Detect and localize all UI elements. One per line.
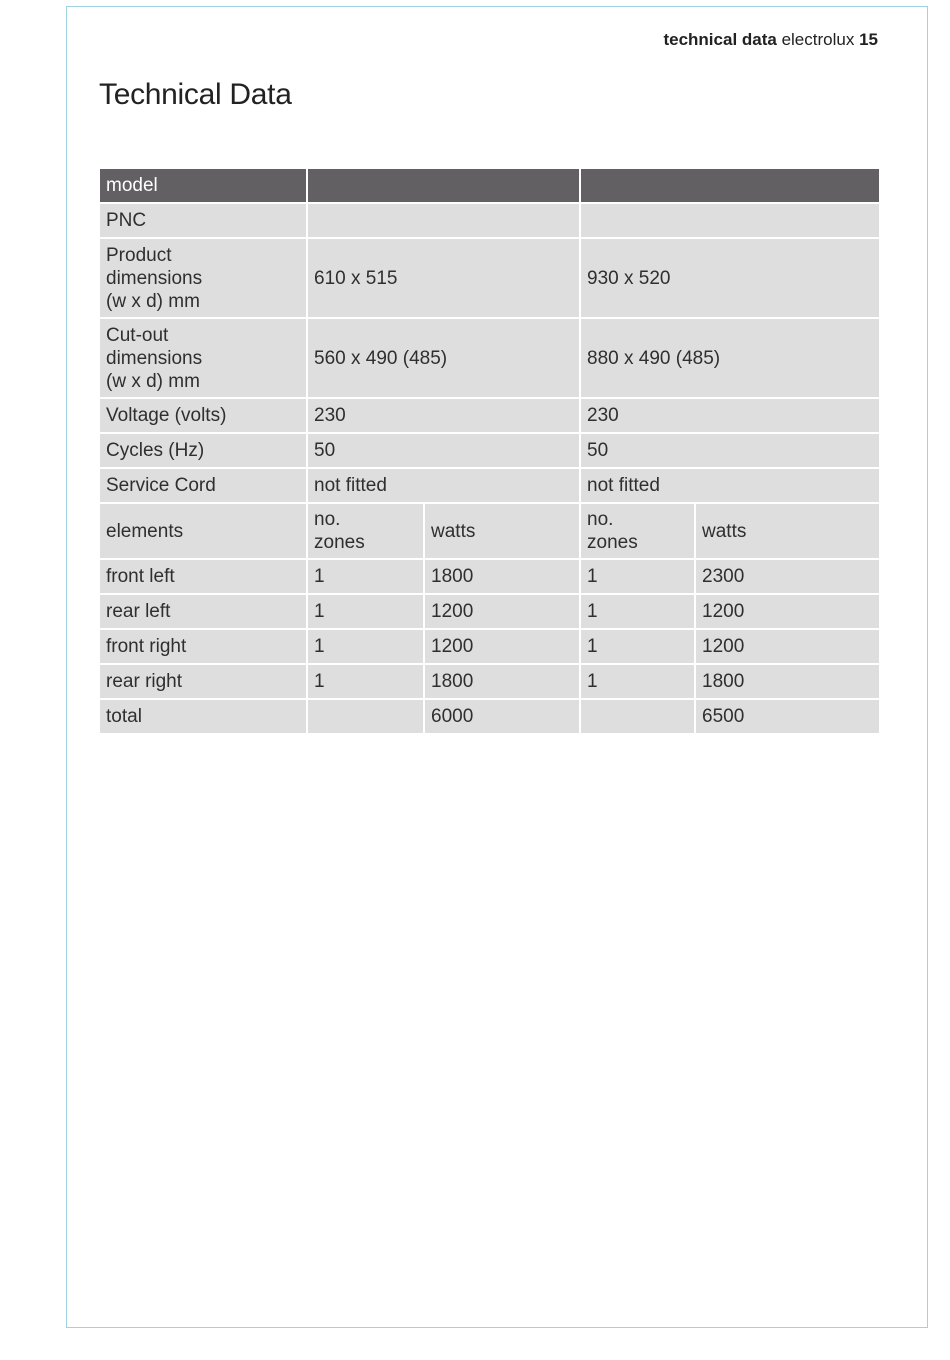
zones-header [308, 504, 423, 558]
cell-value: 1 [308, 560, 423, 593]
page-number: 15 [859, 30, 878, 49]
table-row-product-dimensions [100, 239, 879, 317]
table-row-cutout-dimensions [100, 319, 879, 397]
row-label: rear right [100, 665, 306, 698]
cell-value: not fitted [581, 469, 879, 502]
cell-value: 1800 [425, 560, 579, 593]
running-header [663, 30, 878, 50]
zones-header [581, 504, 694, 558]
cell-value: 1 [581, 630, 694, 663]
table-row-cycles [100, 434, 879, 467]
cell-value: 1 [581, 665, 694, 698]
label-line: (w x d) mm [106, 370, 200, 392]
header-line: zones [314, 532, 365, 553]
table-row-model [100, 169, 879, 202]
cell-value [308, 700, 423, 733]
watts-header: watts [425, 504, 579, 558]
row-label: front right [100, 630, 306, 663]
row-label: total [100, 700, 306, 733]
table-row [100, 665, 879, 698]
table-row-service-cord [100, 469, 879, 502]
cell-value: 610 x 515 [308, 239, 579, 317]
label-line: dimensions [106, 347, 203, 369]
table-row [100, 630, 879, 663]
header-line: zones [587, 532, 638, 553]
model-value-a [308, 169, 579, 202]
page-title: Technical Data [99, 78, 292, 111]
row-label: elements [100, 504, 306, 558]
label-line: Product [106, 244, 172, 266]
cell-value: 560 x 490 (485) [308, 319, 579, 397]
table-row [100, 560, 879, 593]
cell-value: 1200 [696, 595, 879, 628]
table-row-elements [100, 504, 879, 558]
cell-value: 6500 [696, 700, 879, 733]
cell-value: not fitted [308, 469, 579, 502]
cell-value: 1 [581, 595, 694, 628]
row-label: model [100, 169, 306, 202]
row-label: front left [100, 560, 306, 593]
header-brand: electrolux [781, 30, 855, 49]
table-row-pnc [100, 204, 879, 237]
cell-value: 50 [581, 434, 879, 467]
cell-value: 1200 [696, 630, 879, 663]
cell-value: 880 x 490 (485) [581, 319, 879, 397]
cell-value: 230 [581, 399, 879, 432]
cell-value: 1800 [696, 665, 879, 698]
table-row [100, 595, 879, 628]
cell-value: 6000 [425, 700, 579, 733]
cell-value: 1200 [425, 630, 579, 663]
header-line: no. [314, 509, 341, 530]
row-label: Service Cord [100, 469, 306, 502]
pnc-value-a [308, 204, 579, 237]
cell-value: 930 x 520 [581, 239, 879, 317]
row-label: Cycles (Hz) [100, 434, 306, 467]
label-line: Cut-out [106, 324, 169, 346]
header-section: technical data [663, 30, 777, 49]
header-line: no. [587, 509, 614, 530]
cell-value: 1200 [425, 595, 579, 628]
pnc-value-b [581, 204, 879, 237]
label-line: (w x d) mm [106, 290, 200, 312]
cell-value [581, 700, 694, 733]
cell-value: 2300 [696, 560, 879, 593]
label-line: dimensions [106, 267, 203, 289]
cell-value: 1 [308, 630, 423, 663]
cell-value: 1800 [425, 665, 579, 698]
watts-header: watts [696, 504, 879, 558]
model-value-b [581, 169, 879, 202]
table-row-voltage [100, 399, 879, 432]
row-label [100, 319, 306, 397]
cell-value: 1 [581, 560, 694, 593]
row-label: Voltage (volts) [100, 399, 306, 432]
cell-value: 1 [308, 665, 423, 698]
cell-value: 230 [308, 399, 579, 432]
technical-data-table [98, 167, 881, 735]
row-label: PNC [100, 204, 306, 237]
row-label: rear left [100, 595, 306, 628]
table-row-total [100, 700, 879, 733]
cell-value: 1 [308, 595, 423, 628]
row-label [100, 239, 306, 317]
cell-value: 50 [308, 434, 579, 467]
